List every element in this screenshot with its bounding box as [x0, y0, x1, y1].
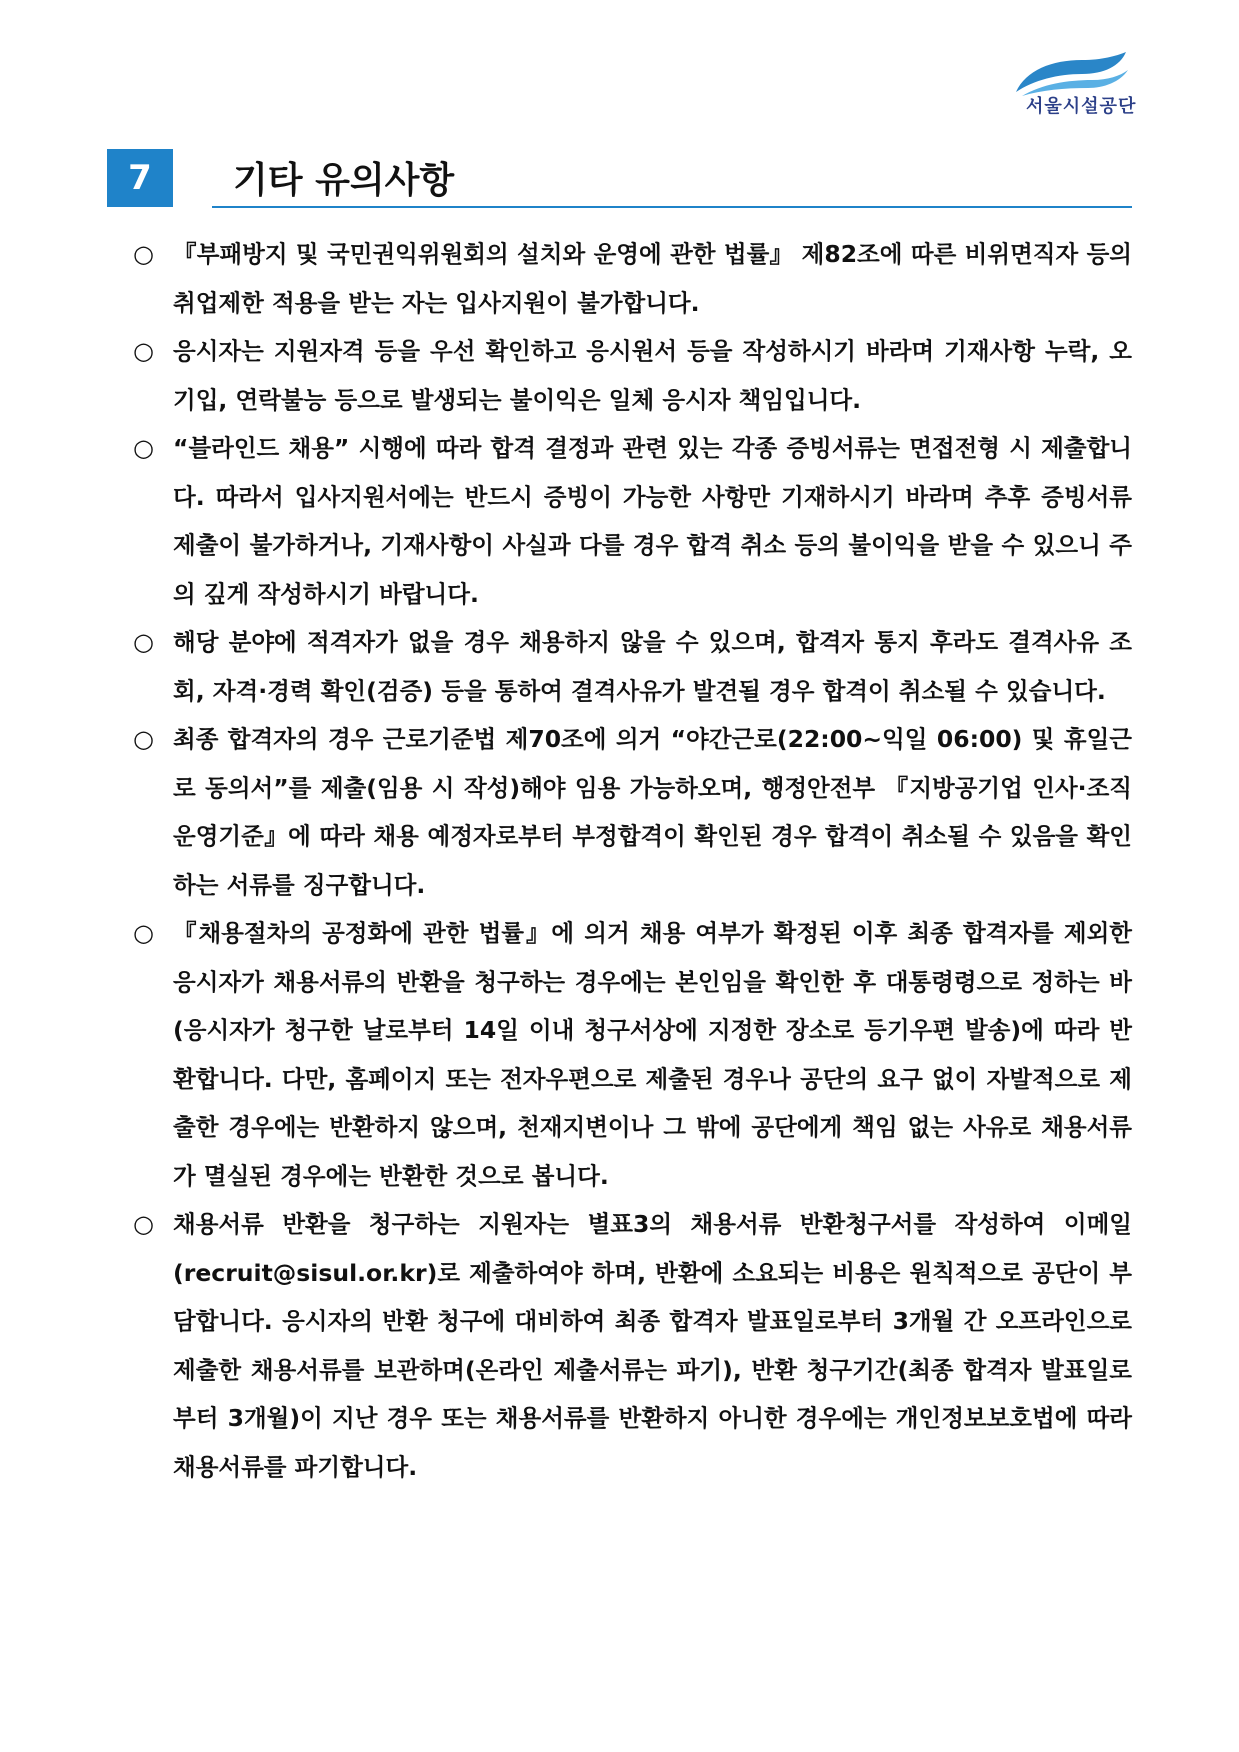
circle-bullet-icon: ○	[133, 1210, 154, 1238]
notice-item	[133, 909, 1132, 1200]
circle-bullet-icon: ○	[133, 725, 154, 753]
circle-bullet-icon: ○	[133, 628, 154, 656]
notice-list	[133, 230, 1132, 1491]
section-title: 기타 유의사항	[233, 160, 455, 201]
notice-item	[133, 230, 1132, 327]
notice-item	[133, 424, 1132, 618]
notice-item	[133, 1200, 1132, 1491]
circle-bullet-icon: ○	[133, 337, 154, 365]
circle-bullet-icon: ○	[133, 919, 154, 947]
notice-item	[133, 715, 1132, 909]
notice-text: “블라인드 채용” 시행에 따라 합격 결정과 관련 있는 각종 증빙서류는 면접전형 시 제출합니다. 따라서 입사지원서에는 반드시 증빙이 가능한 사항만 기재하시기 바라며 추후 증빙서류 제출이 불가하거나, 기재사항이 사실과 다를 경우 합격 취소 등의 불이익을 받을 수 있으니 주의 깊게 작성하시기 바랍니다.	[173, 434, 1132, 608]
notice-item	[133, 327, 1132, 424]
notice-text: 최종 합격자의 경우 근로기준법 제70조에 의거 “야간근로(22:00~익일 06:00) 및 휴일근로 동의서”를 제출(임용 시 작성)해야 임용 가능하오며, 행정안전부 『지방공기업 인사·조직 운영기준』에 따라 채용 예정자로부터 부정합격이 확인된 경우 합격이 취소될 수 있음을 확인하는 서류를 징구합니다.	[173, 725, 1132, 899]
notice-text: 『채용절차의 공정화에 관한 법률』에 의거 채용 여부가 확정된 이후 최종 합격자를 제외한 응시자가 채용서류의 반환을 청구하는 경우에는 본인임을 확인한 후 대통령령으로 정하는 바(응시자가 청구한 날로부터 14일 이내 청구서상에 지정한 장소로 등기우편 발송)에 따라 반환합니다. 다만, 홈페이지 또는 전자우편으로 제출된 경우나 공단의 요구 없이 자발적으로 제출한 경우에는 반환하지 않으며, 천재지변이나 그 밖에 공단에게 책임 없는 사유로 채용서류가 멸실된 경우에는 반환한 것으로 봅니다.	[173, 919, 1132, 1190]
notice-text: 응시자는 지원자격 등을 우선 확인하고 응시원서 등을 작성하시기 바라며 기재사항 누락, 오기입, 연락불능 등으로 발생되는 불이익은 일체 응시자 책임입니다.	[173, 337, 1132, 414]
notice-text: 『부패방지 및 국민권익위원회의 설치와 운영에 관한 법률』 제82조에 따른 비위면직자 등의 취업제한 적용을 받는 자는 입사지원이 불가합니다.	[173, 240, 1132, 317]
seoul-sisul-logo	[1012, 52, 1137, 122]
circle-bullet-icon: ○	[133, 240, 154, 268]
notice-text: 해당 분야에 적격자가 없을 경우 채용하지 않을 수 있으며, 합격자 통지 후라도 결격사유 조회, 자격·경력 확인(검증) 등을 통하여 결격사유가 발견될 경우 합격이 취소될 수 있습니다.	[173, 628, 1132, 705]
notice-item	[133, 618, 1132, 715]
title-divider	[212, 206, 1132, 208]
notice-text: 채용서류 반환을 청구하는 지원자는 별표3의 채용서류 반환청구서를 작성하여 이메일(recruit@sisul.or.kr)로 제출하여야 하며, 반환에 소요되는 비용은 원칙적으로 공단이 부담합니다. 응시자의 반환 청구에 대비하여 최종 합격자 발표일로부터 3개월 간 오프라인으로 제출한 채용서류를 보관하며(온라인 제출서류는 파기), 반환 청구기간(최종 합격자 발표일로부터 3개월)이 지난 경우 또는 채용서류를 반환하지 아니한 경우에는 개인정보보호법에 따라 채용서류를 파기합니다.	[173, 1210, 1132, 1481]
circle-bullet-icon: ○	[133, 434, 154, 462]
section-number-badge: 7	[107, 149, 173, 207]
logo-text: 서울시설공단	[1026, 96, 1137, 117]
